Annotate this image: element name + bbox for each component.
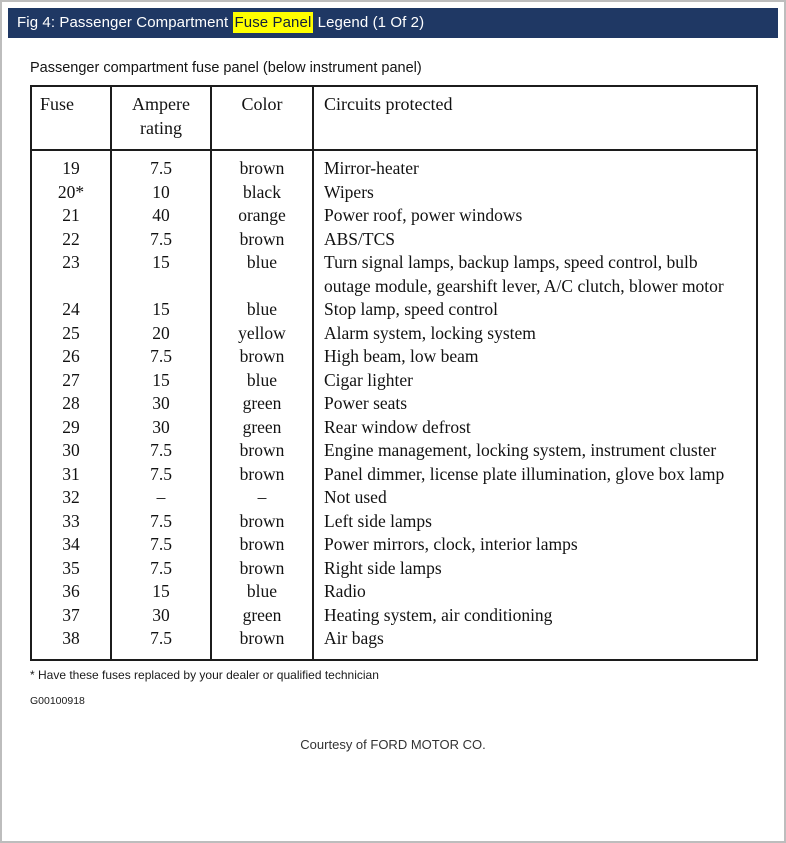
cell-fuse: 25	[31, 322, 111, 346]
table-row	[31, 627, 757, 660]
table-row	[31, 150, 757, 181]
table-row	[31, 181, 757, 205]
cell-circuits: Engine management, locking system, instrument cluster	[313, 439, 757, 463]
cell-circuits: Heating system, air conditioning	[313, 604, 757, 628]
cell-fuse: 34	[31, 533, 111, 557]
cell-color: yellow	[211, 322, 313, 346]
cell-fuse: 23	[31, 251, 111, 298]
cell-circuits: Right side lamps	[313, 557, 757, 581]
table-row	[31, 580, 757, 604]
cell-amp: 30	[111, 416, 211, 440]
cell-circuits: Not used	[313, 486, 757, 510]
table-row	[31, 463, 757, 487]
cell-color: orange	[211, 204, 313, 228]
cell-fuse: 35	[31, 557, 111, 581]
cell-color: brown	[211, 345, 313, 369]
table-row	[31, 439, 757, 463]
cell-circuits: Cigar lighter	[313, 369, 757, 393]
cell-circuits: High beam, low beam	[313, 345, 757, 369]
cell-circuits: Turn signal lamps, backup lamps, speed control, bulb outage module, gearshift lever, A/C clutch, blower motor	[313, 251, 757, 298]
cell-color: brown	[211, 533, 313, 557]
cell-color: brown	[211, 557, 313, 581]
cell-color: brown	[211, 228, 313, 252]
table-row	[31, 228, 757, 252]
table-row	[31, 486, 757, 510]
cell-circuits: Power mirrors, clock, interior lamps	[313, 533, 757, 557]
cell-circuits: Panel dimmer, license plate illumination, glove box lamp	[313, 463, 757, 487]
cell-color: green	[211, 604, 313, 628]
cell-amp: 30	[111, 604, 211, 628]
cell-circuits: Mirror-heater	[313, 150, 757, 181]
column-header-ampere: Ampere rating	[111, 86, 211, 150]
table-row	[31, 251, 757, 298]
table-row	[31, 298, 757, 322]
cell-fuse: 24	[31, 298, 111, 322]
cell-fuse: 38	[31, 627, 111, 660]
cell-amp: 7.5	[111, 345, 211, 369]
figure-title-prefix: Fig 4: Passenger Compartment	[17, 14, 233, 31]
cell-color: green	[211, 392, 313, 416]
cell-fuse: 32	[31, 486, 111, 510]
document-number: G00100918	[30, 694, 85, 707]
table-row	[31, 392, 757, 416]
cell-fuse: 20*	[31, 181, 111, 205]
cell-amp: 20	[111, 322, 211, 346]
table-row	[31, 557, 757, 581]
column-header-circuits: Circuits protected	[313, 86, 757, 150]
cell-amp: 15	[111, 369, 211, 393]
cell-circuits: Wipers	[313, 181, 757, 205]
cell-fuse: 33	[31, 510, 111, 534]
cell-amp: 15	[111, 251, 211, 298]
cell-fuse: 26	[31, 345, 111, 369]
column-header-fuse: Fuse	[31, 86, 111, 150]
table-row	[31, 604, 757, 628]
cell-fuse: 31	[31, 463, 111, 487]
cell-fuse: 29	[31, 416, 111, 440]
table-footnote: * Have these fuses replaced by your dealer or qualified technician	[30, 667, 379, 682]
cell-circuits: Left side lamps	[313, 510, 757, 534]
table-row	[31, 369, 757, 393]
cell-color: black	[211, 181, 313, 205]
cell-circuits: Radio	[313, 580, 757, 604]
cell-fuse: 28	[31, 392, 111, 416]
cell-color: blue	[211, 298, 313, 322]
cell-amp: 7.5	[111, 557, 211, 581]
cell-amp: 15	[111, 298, 211, 322]
cell-circuits: Power roof, power windows	[313, 204, 757, 228]
cell-amp: 7.5	[111, 627, 211, 660]
table-row	[31, 416, 757, 440]
cell-color: brown	[211, 627, 313, 660]
cell-amp: 7.5	[111, 510, 211, 534]
cell-color: brown	[211, 510, 313, 534]
column-header-color: Color	[211, 86, 313, 150]
cell-amp: 30	[111, 392, 211, 416]
cell-circuits: Alarm system, locking system	[313, 322, 757, 346]
figure-title-bar	[8, 8, 778, 38]
fuse-table-body	[31, 150, 757, 660]
cell-circuits: Power seats	[313, 392, 757, 416]
cell-amp: –	[111, 486, 211, 510]
cell-color: blue	[211, 580, 313, 604]
cell-color: blue	[211, 369, 313, 393]
cell-fuse: 37	[31, 604, 111, 628]
fuse-table-header	[31, 86, 757, 150]
cell-circuits: Air bags	[313, 627, 757, 660]
cell-circuits: Stop lamp, speed control	[313, 298, 757, 322]
cell-amp: 10	[111, 181, 211, 205]
cell-color: brown	[211, 463, 313, 487]
cell-color: brown	[211, 439, 313, 463]
cell-amp: 40	[111, 204, 211, 228]
cell-amp: 15	[111, 580, 211, 604]
cell-fuse: 27	[31, 369, 111, 393]
figure-title-suffix: Legend (1 Of 2)	[313, 14, 425, 31]
cell-circuits: ABS/TCS	[313, 228, 757, 252]
cell-fuse: 21	[31, 204, 111, 228]
cell-circuits: Rear window defrost	[313, 416, 757, 440]
cell-color: blue	[211, 251, 313, 298]
courtesy-line: Courtesy of FORD MOTOR CO.	[300, 736, 486, 752]
cell-amp: 7.5	[111, 228, 211, 252]
table-row	[31, 510, 757, 534]
cell-color: –	[211, 486, 313, 510]
table-row	[31, 322, 757, 346]
figure-title-highlight: Fuse Panel	[234, 14, 312, 31]
header-row	[31, 86, 757, 150]
cell-amp: 7.5	[111, 463, 211, 487]
table-row	[31, 345, 757, 369]
table-caption: Passenger compartment fuse panel (below instrument panel)	[30, 60, 422, 76]
cell-fuse: 36	[31, 580, 111, 604]
cell-color: brown	[211, 150, 313, 181]
document-content	[8, 60, 778, 752]
table-row	[31, 533, 757, 557]
cell-fuse: 30	[31, 439, 111, 463]
table-row	[31, 204, 757, 228]
cell-amp: 7.5	[111, 150, 211, 181]
cell-fuse: 22	[31, 228, 111, 252]
cell-amp: 7.5	[111, 439, 211, 463]
fuse-table	[30, 85, 758, 661]
cell-amp: 7.5	[111, 533, 211, 557]
cell-color: green	[211, 416, 313, 440]
cell-fuse: 19	[31, 150, 111, 181]
